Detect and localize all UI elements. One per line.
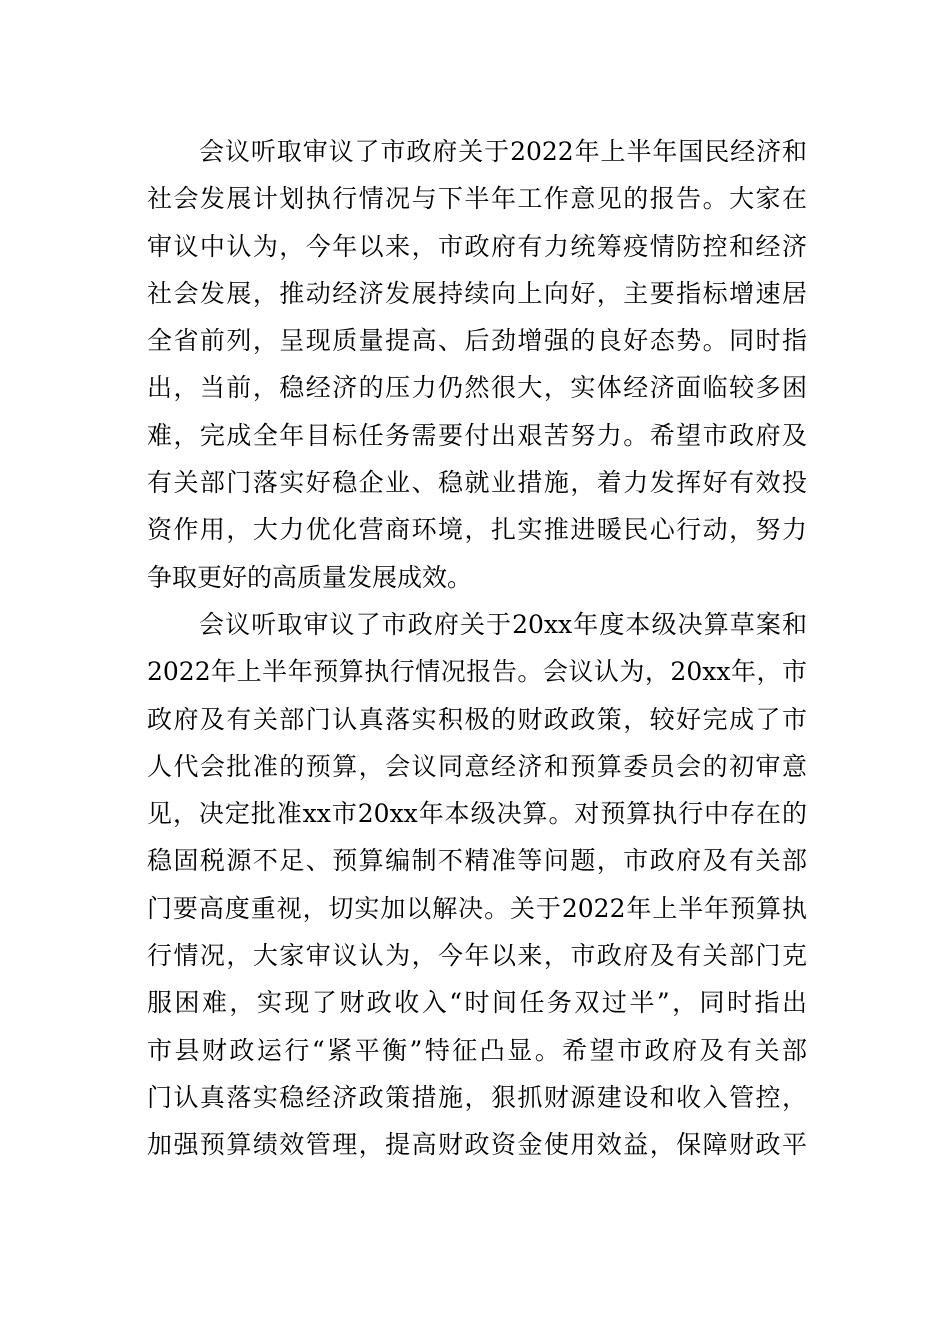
text-line: 资作用，大力优化营商环境，扎实推进暖民心行动，努力 [147, 515, 807, 545]
text-line: 人代会批准的预算，会议同意经济和预算委员会的初审意 [147, 751, 807, 781]
text-line: 审议中认为，今年以来，市政府有力统筹疫情防控和经济 [147, 231, 807, 261]
text-line: 门认真落实稳经济政策措施，狠抓财源建设和收入管控， [147, 1082, 807, 1112]
text-line: 稳固税源不足、预算编制不精准等问题，市政府及有关部 [147, 846, 807, 876]
text-line: 会议听取审议了市政府关于20xx年度本级决算草案和 [199, 609, 807, 639]
text-line: 政府及有关部门认真落实积极的财政政策，较好完成了市 [147, 704, 807, 734]
text-line: 服困难，实现了财政收入“时间任务双过半”，同时指出 [147, 988, 807, 1018]
text-line: 全省前列，呈现质量提高、后劲增强的良好态势。同时指 [147, 326, 807, 356]
text-line: 有关部门落实好稳企业、稳就业措施，着力发挥好有效投 [147, 468, 807, 498]
text-line: 见，决定批准xx市20xx年本级决算。对预算执行中存在的 [147, 799, 807, 829]
text-line: 社会发展计划执行情况与下半年工作意见的报告。大家在 [147, 184, 807, 214]
paragraph-1 [147, 128, 807, 601]
text-line: 2022年上半年预算执行情况报告。会议认为，20xx年，市 [147, 657, 807, 687]
text-line: 加强预算绩效管理，提高财政资金使用效益，保障财政平 [147, 1130, 807, 1160]
text-line: 争取更好的高质量发展成效。 [147, 562, 473, 592]
text-line: 社会发展，推动经济发展持续向上向好，主要指标增速居 [147, 278, 807, 308]
text-line: 市县财政运行“紧平衡”特征凸显。希望市政府及有关部 [147, 1035, 807, 1065]
document-body [147, 128, 807, 1169]
text-line: 会议听取审议了市政府关于2022年上半年国民经济和 [199, 137, 807, 166]
paragraph-2 [147, 601, 807, 1169]
text-line: 行情况，大家审议认为，今年以来，市政府及有关部门克 [147, 941, 807, 971]
text-line: 出，当前，稳经济的压力仍然很大，实体经济面临较多困 [147, 373, 807, 403]
text-line: 难，完成全年目标任务需要付出艰苦努力。希望市政府及 [147, 420, 807, 450]
text-line: 门要高度重视，切实加以解决。关于2022年上半年预算执 [147, 893, 807, 923]
